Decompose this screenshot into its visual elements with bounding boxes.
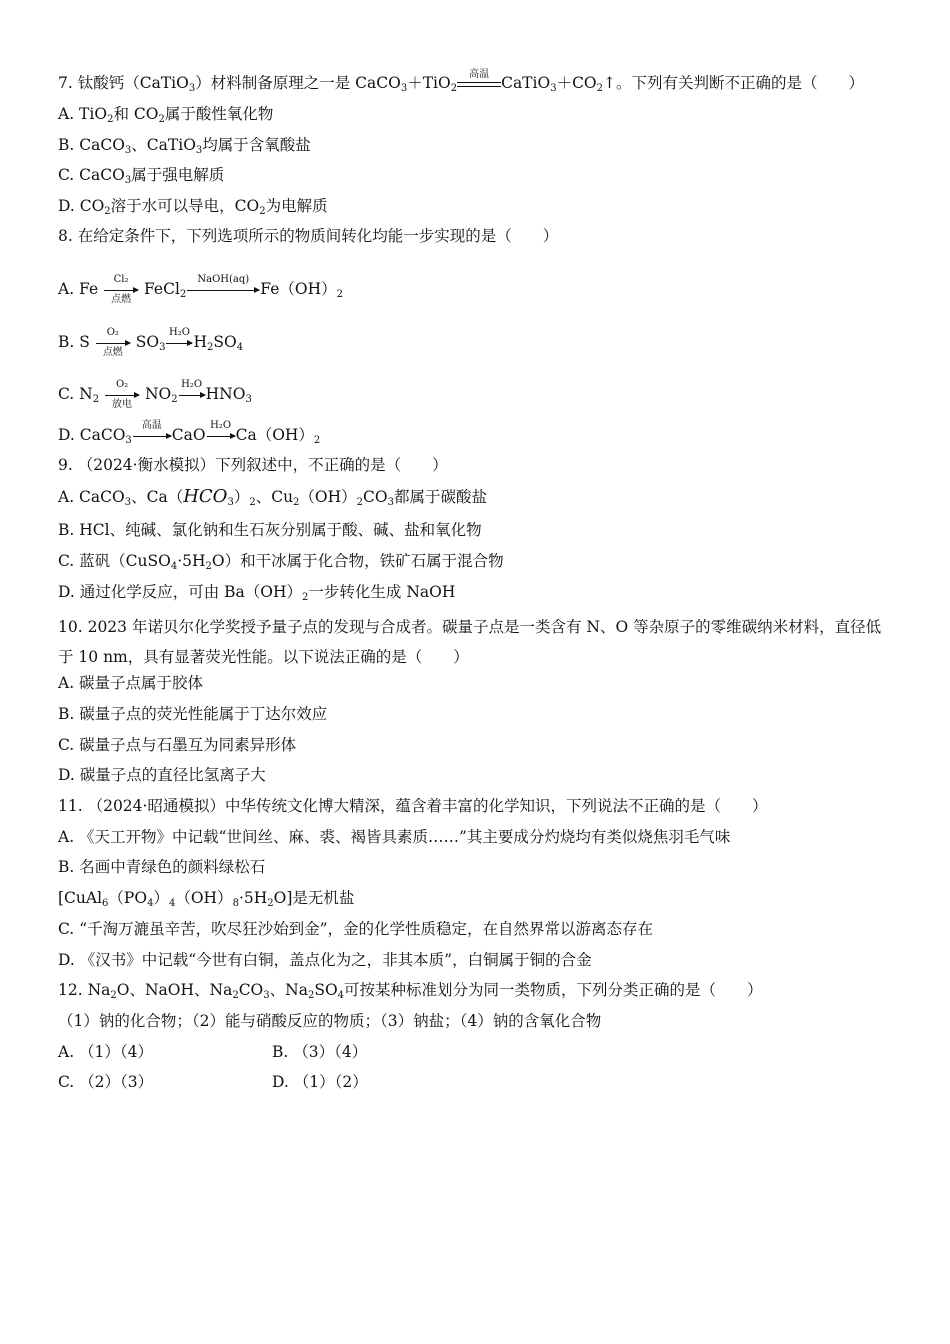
reaction-arrow: O₂ 放电	[105, 395, 139, 396]
reaction-arrow: 高温	[133, 436, 171, 437]
q12-option-c: C. （2）（3）	[58, 1073, 154, 1091]
q9-option-b: B. HCl、纯碱、氯化钠和生石灰分别属于酸、碱、盐和氧化物	[58, 521, 482, 539]
reaction-arrow: H₂O	[207, 436, 235, 437]
q9-option-d: D. 通过化学反应，可由 $Ba(OH)_2$一步转化生成 NaOH	[58, 583, 456, 603]
reaction-arrow: O₂ 点燃	[96, 343, 130, 344]
q10-option-c: C. 碳量子点与石墨互为同素异形体	[58, 736, 297, 754]
q8-stem: 8. 在给定条件下，下列选项所示的物质间转化均能一步实现的是（ ）	[58, 227, 559, 245]
high-temp-equals-sign: 高温	[457, 82, 501, 87]
q12-options-row-1	[58, 1042, 458, 1062]
reaction-arrow: NaOH(aq)	[187, 290, 259, 291]
q11-stem: 11. （2024·昭通模拟）中华传统文化博大精深，蕴含着丰富的化学知识，下列说法不正确的是（ ）	[58, 797, 768, 815]
q9-option-a: A. CaCO$_3$、$Ca(HCO_3)_2$、$Cu_2(OH)_2CO_3$都属于碳酸盐	[58, 486, 487, 508]
q11-option-b: B. 名画中青绿色的颜料绿松石	[58, 858, 266, 876]
q11-option-a: A. 《天工开物》中记载“世间丝、麻、裘、褐皆具素质……”其主要成分灼烧均有类似烧焦羽毛气味	[58, 828, 731, 846]
q7-option-a: A. TiO$_2$和 $CO_2$属于酸性氧化物	[58, 105, 274, 125]
q7-option-b: B. CaCO$_3$、CaTiO$_3$均属于含氧酸盐	[58, 136, 311, 156]
q8-option-c: C. $N_2$ O₂ 放电 $NO_2$ H₂O $HNO_3$	[58, 378, 252, 410]
q11-option-c: C. “千淘万漉虽辛苦，吹尽狂沙始到金”，金的化学性质稳定，在自然界常以游离态存在	[58, 920, 654, 938]
reaction-arrow: Cl₂ 点燃	[104, 290, 138, 291]
q8-option-d: D. CaCO$_3$ 高温 CaO H₂O $Ca(OH)_2$	[58, 419, 321, 446]
q7-stem: 7. 钛酸钙（CaTiO$_3$）材料制备原理之一是 CaCO$_3$＋TiO$_2$ 高温 $CaTiO_3+CO_2↑$。下列有关判断不正确的是（ ）	[58, 68, 865, 94]
q10-stem: 10. 2023 年诺贝尔化学奖授予量子点的发现与合成者。碳量子点是一类含有 N、O 等杂原子的零维碳纳米材料，直径低于 10 nm，具有显著荧光性能。以下说法正确的是（ ）	[58, 618, 882, 666]
q12-option-b: B. （3）（4）	[272, 1043, 368, 1061]
q12-option-a: A. （1）（4）	[58, 1043, 154, 1061]
q8-option-b: B. S O₂ 点燃 $SO_3$ H₂O $H_2SO_4$	[58, 326, 244, 358]
q10-option-a: A. 碳量子点属于胶体	[58, 674, 204, 692]
q10-option-b: B. 碳量子点的荧光性能属于丁达尔效应	[58, 705, 328, 723]
reaction-arrow: H₂O	[179, 395, 205, 396]
q8-option-a: A. Fe Cl₂ 点燃 FeCl$_2$ NaOH(aq) $Fe(OH)_2$	[58, 273, 343, 305]
q12-stem: 12. $Na_2O$、NaOH、$Na_2CO_3$、$Na_2SO_4$可按某种标准划分为同一类物质，下列分类正确的是（ ）	[58, 981, 763, 1001]
q10-option-d: D. 碳量子点的直径比氢离子大	[58, 766, 266, 784]
q9-option-c: C. 蓝矾$(CuSO_4\cdot 5H_2O)$和干冰属于化合物，铁矿石属于混合物	[58, 552, 504, 572]
q12-criteria: （1）钠的化合物；（2）能与硝酸反应的物质；（3）钠盐；（4）钠的含氧化合物	[58, 1012, 602, 1030]
q7-option-d: D. $CO_2$溶于水可以导电，$CO_2$为电解质	[58, 197, 328, 217]
q7-option-c: C. CaCO$_3$属于强电解质	[58, 166, 225, 186]
q12-options-row-2	[58, 1072, 458, 1092]
q12-option-d: D. （1）（2）	[272, 1073, 368, 1091]
reaction-arrow: H₂O	[166, 343, 192, 344]
q11-option-b-formula: $[CuAl_6(PO_4)_4(OH)_8\cdot 5H_2O]$是无机盐	[58, 889, 355, 909]
q9-stem: 9. （2024·衡水模拟）下列叙述中，不正确的是（ ）	[58, 456, 448, 474]
q11-option-d: D. 《汉书》中记载“今世有白铜，盖点化为之，非其本质”，白铜属于铜的合金	[58, 951, 592, 969]
